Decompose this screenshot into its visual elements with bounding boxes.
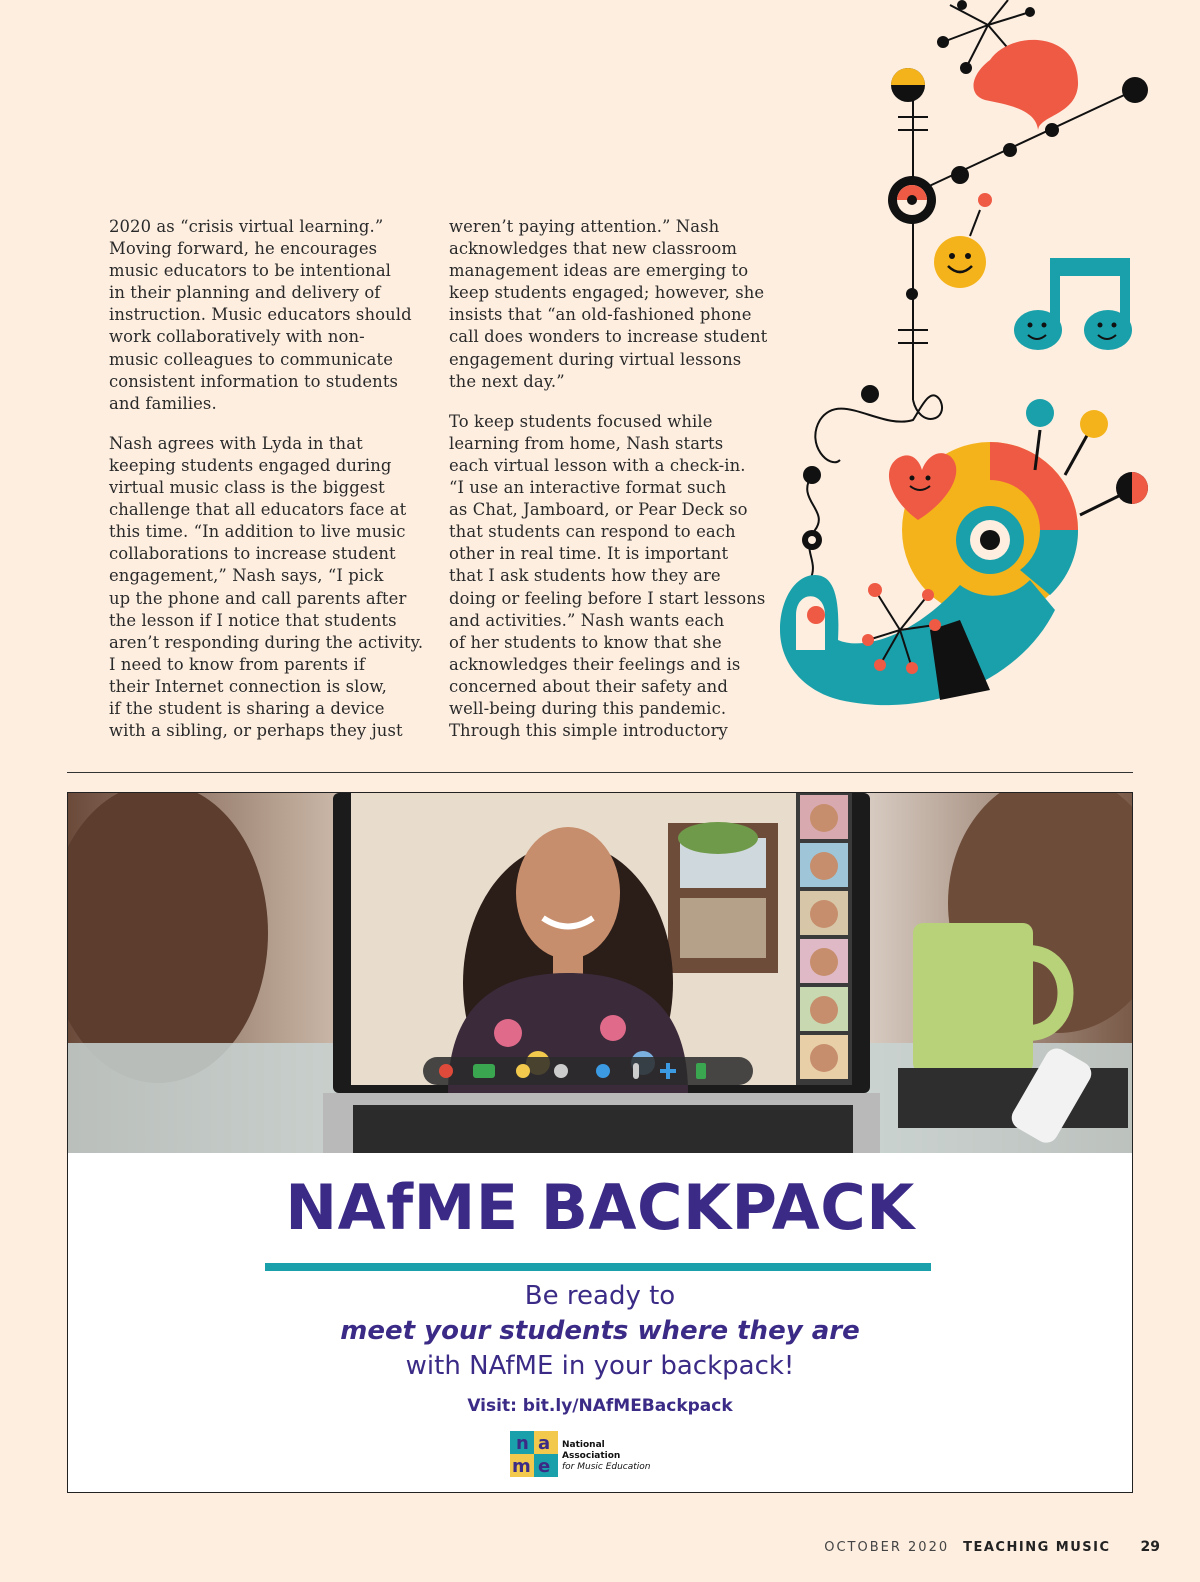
svg-text:a: a bbox=[538, 1433, 551, 1454]
ad-tagline-1: Be ready to bbox=[524, 1281, 676, 1311]
ad-tagline-2: meet your students where they are bbox=[340, 1316, 860, 1346]
paragraph: weren’t paying attention.” Nash acknowledges that new classroom management ideas are emerging to keep students engaged; however, she insists that “an old-fashioned phone call does wonders to increase student engagement during virtual lessons the next day.” bbox=[449, 217, 768, 391]
section-divider bbox=[67, 772, 1133, 773]
video-call-photo bbox=[68, 793, 1132, 1153]
red-swirl-shape bbox=[974, 40, 1079, 130]
nafme-logo bbox=[510, 1431, 660, 1477]
ad-tagline-3: with NAfME in your backpack! bbox=[405, 1351, 795, 1381]
issue-date: OCTOBER 2020 bbox=[824, 1539, 950, 1555]
ad-title: NAfME BACKPACK bbox=[285, 1171, 915, 1244]
magazine-name: TEACHING MUSIC bbox=[963, 1539, 1111, 1555]
page-number: 29 bbox=[1140, 1539, 1160, 1555]
visit-link[interactable]: Visit: bit.ly/NAfMEBackpack bbox=[467, 1396, 733, 1416]
smiley-icon bbox=[934, 236, 986, 288]
logo-line-2: for Music Education bbox=[562, 1462, 651, 1472]
article-column-right bbox=[449, 216, 769, 760]
nafme-logo-icon bbox=[510, 1431, 558, 1477]
music-note-icon bbox=[1014, 258, 1132, 350]
title-underline bbox=[265, 1263, 931, 1271]
paragraph: Nash agrees with Lyda in that keeping students engaged during virtual music class is the biggest challenge that all educators face at this time. “In addition to live music collaborations to increase student engagement,” Nash says, “I pick up the phone and call parents after the lesson if I notice that students aren’t responding during the activity. I need to know from parents if their Internet connection is slow, if the student is sharing a device with a sibling, or perhaps they just bbox=[109, 433, 424, 741]
nafme-backpack-ad[interactable] bbox=[67, 792, 1133, 1493]
svg-text:m: m bbox=[512, 1456, 531, 1477]
logo-line-1: National Association bbox=[562, 1440, 621, 1461]
page-footer bbox=[824, 1539, 1160, 1555]
article-column-left bbox=[109, 216, 429, 760]
svg-text:n: n bbox=[516, 1433, 529, 1454]
paragraph: To keep students focused while learning from home, Nash starts each virtual lesson with a check-in. “I use an interactive format such as Chat, Jamboard, or Pear Deck so that students can respond to each other in real time. It is important that I ask students how they are doing or feeling before I start lessons and activities.” Nash wants each of her students to know that she acknowledges their feelings and is concerned about their safety and well-being during this pandemic. Through this simple introductory bbox=[449, 411, 766, 741]
paragraph: 2020 as “crisis virtual learning.” Moving forward, he encourages music educators to be intentional in their planning and delivery of instruction. Music educators should work collaboratively with non- music colleagues to communicate consistent information to students and families. bbox=[109, 217, 412, 413]
svg-text:e: e bbox=[538, 1456, 551, 1477]
music-illustration bbox=[780, 0, 1200, 720]
